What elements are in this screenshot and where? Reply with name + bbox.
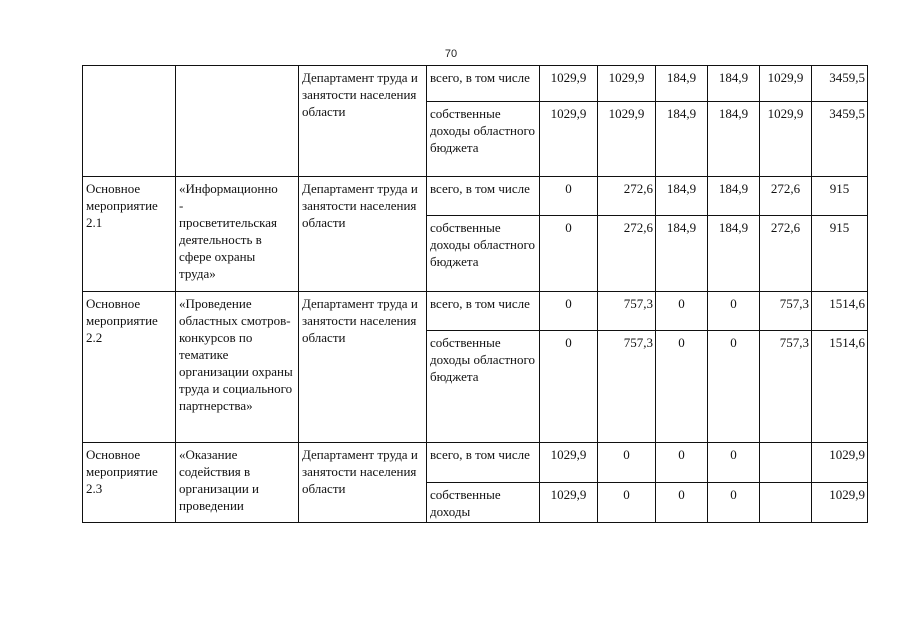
- funding-source-cell: всего, в том числе: [427, 443, 540, 483]
- value-cell: 0: [708, 483, 760, 523]
- value-cell: 0: [598, 443, 656, 483]
- total-cell: 915: [812, 177, 868, 216]
- value-cell: 184,9: [656, 216, 708, 292]
- value-cell: 0: [656, 443, 708, 483]
- table-row: [83, 443, 868, 483]
- value-cell: 184,9: [708, 66, 760, 102]
- page-number: 70: [444, 48, 458, 60]
- funding-source-cell: собственные доходы областного бюджета: [427, 102, 540, 177]
- table-row: [83, 292, 868, 331]
- value-cell: 1029,9: [540, 483, 598, 523]
- value-cell: 0: [540, 292, 598, 331]
- value-cell: 184,9: [708, 177, 760, 216]
- value-cell: 184,9: [656, 177, 708, 216]
- executor-cell: Департамент труда и занятости населения области: [299, 66, 427, 177]
- total-cell: 1029,9: [812, 443, 868, 483]
- value-cell: 1029,9: [598, 102, 656, 177]
- value-cell: [760, 483, 812, 523]
- value-cell: 1029,9: [540, 102, 598, 177]
- value-cell: 0: [540, 177, 598, 216]
- value-cell: 0: [656, 483, 708, 523]
- value-cell: 1029,9: [598, 66, 656, 102]
- value-cell: 184,9: [708, 102, 760, 177]
- value-cell: 757,3: [598, 331, 656, 443]
- budget-table: [82, 65, 868, 523]
- funding-source-cell: всего, в том числе: [427, 66, 540, 102]
- total-cell: 1514,6: [812, 331, 868, 443]
- executor-cell: Департамент труда и занятости населения области: [299, 177, 427, 292]
- value-cell: 0: [540, 216, 598, 292]
- value-cell: 1029,9: [760, 102, 812, 177]
- value-cell: 757,3: [760, 331, 812, 443]
- value-cell: 1029,9: [540, 66, 598, 102]
- table-row: [83, 177, 868, 216]
- value-cell: 1029,9: [540, 443, 598, 483]
- value-cell: [760, 443, 812, 483]
- value-cell: 757,3: [760, 292, 812, 331]
- funding-source-cell: всего, в том числе: [427, 292, 540, 331]
- funding-source-cell: собственные доходы областного бюджета: [427, 331, 540, 443]
- total-cell: 1029,9: [812, 483, 868, 523]
- funding-source-cell: всего, в том числе: [427, 177, 540, 216]
- funding-source-cell: собственные доходы областного бюджета: [427, 216, 540, 292]
- value-cell: 0: [708, 443, 760, 483]
- value-cell: 272,6: [598, 177, 656, 216]
- table-row: [83, 66, 868, 102]
- value-cell: 0: [598, 483, 656, 523]
- value-cell: 0: [656, 331, 708, 443]
- value-cell: 0: [708, 331, 760, 443]
- value-cell: 184,9: [656, 66, 708, 102]
- value-cell: 272,6: [598, 216, 656, 292]
- measure-cell: Основное мероприятие 2.3: [83, 443, 176, 523]
- total-cell: 3459,5: [812, 102, 868, 177]
- value-cell: 1029,9: [760, 66, 812, 102]
- title-cell: «Оказание содействия в организации и проведении: [176, 443, 299, 523]
- funding-source-cell: собственные доходы: [427, 483, 540, 523]
- title-cell: «Проведение областных смотров-конкурсов по тематике организации охраны труда и социального партнерства»: [176, 292, 299, 443]
- title-cell: «Информационно - просветительская деятельность в сфере охраны труда»: [176, 177, 299, 292]
- value-cell: 184,9: [656, 102, 708, 177]
- total-cell: 915: [812, 216, 868, 292]
- executor-cell: Департамент труда и занятости населения области: [299, 443, 427, 523]
- value-cell: 184,9: [708, 216, 760, 292]
- value-cell: 272,6: [760, 177, 812, 216]
- measure-cell: Основное мероприятие 2.1: [83, 177, 176, 292]
- total-cell: 1514,6: [812, 292, 868, 331]
- value-cell: 272,6: [760, 216, 812, 292]
- value-cell: 0: [540, 331, 598, 443]
- title-cell: [176, 66, 299, 177]
- total-cell: 3459,5: [812, 66, 868, 102]
- measure-cell: Основное мероприятие 2.2: [83, 292, 176, 443]
- value-cell: 0: [708, 292, 760, 331]
- executor-cell: Департамент труда и занятости населения области: [299, 292, 427, 443]
- measure-cell: [83, 66, 176, 177]
- value-cell: 0: [656, 292, 708, 331]
- value-cell: 757,3: [598, 292, 656, 331]
